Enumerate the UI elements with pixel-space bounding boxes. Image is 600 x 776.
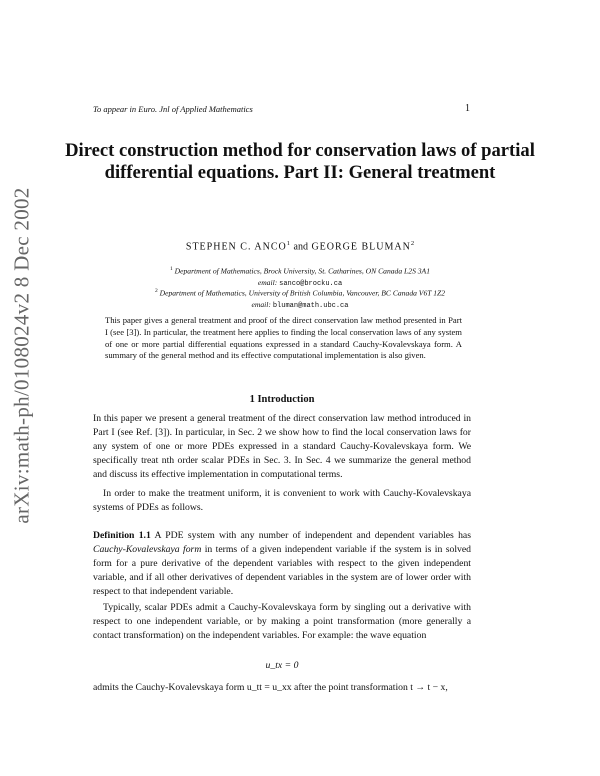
intro-paragraph-1: In this paper we present a general treatment of the direct conservation law method introduced in Part I (see Ref. [3]). In particular, in Sec. 2 we show how to find the local conservation laws for any system of one or more PDEs expressed in a standard Cauchy-Kovalevskaya form. We specifically treat nth order scalar PDEs in Sec. 3. In Sec. 4 we summarize the general method and discuss its effective implementation in computational terms. [93,413,471,480]
abstract: This paper gives a general treatment and proof of the direct conservation law method presented in Part I (see [3]). In particular, the treatment here applies to finding the local conservation laws of any system of one or more partial differential equations expressed in a standard Cauchy-Kovalevskaya form. A summary of the general method and its effective computational implementation is also given. [105,315,462,361]
author-anco: STEPHEN C. ANCO [185,241,287,253]
affiliation-1-sup: 1 [169,266,173,272]
definition-1-1 [93,529,471,599]
running-head: To appear in Euro. Jnl of Applied Mathematics [93,104,253,114]
definition-label: Definition 1.1 [93,530,151,541]
definition-text-a: A PDE system with any number of independent and dependent variables has [154,530,471,541]
affiliation-2-dept: Department of Mathematics, University of British Columbia, Vancouver, BC Canada V6T 1Z2 [159,288,446,298]
paragraph-3: Typically, scalar PDEs admit a Cauchy-Kovalevskaya form by singling out a derivative with respect to one independent variable, or by making a point transformation (more generally a contact transformation) on the independent variables. For example: the wave equation [93,602,471,641]
author-conjunction: and [293,241,308,253]
author-bluman-sup: 2 [410,240,415,247]
paragraph-4: admits the Cauchy-Kovalevskaya form u_tt = u_xx after the point transformation t → t − x, [93,682,448,693]
affiliation-2-email-label: email: [251,299,271,309]
affiliation-2-sup: 2 [154,288,158,294]
affiliation-2-email[interactable]: bluman@math.ubc.ca [272,301,349,310]
author-line [60,240,540,252]
wave-equation [93,660,471,671]
affiliation-1-dept: Department of Mathematics, Brock University, St. Catharines, ON Canada L2S 3A1 [174,266,430,276]
intro-paragraph-2: In order to make the treatment uniform, it is convenient to work with Cauchy-Kovalevskaya systems of PDEs as follows. [93,488,471,513]
wave-equation-text: u_tx = 0 [265,660,299,671]
affiliation-1-email[interactable]: sanco@brocku.ca [279,279,343,288]
definition-term: Cauchy-Kovalevskaya form [93,543,202,555]
paper-title: Direct construction method for conservation laws of partial differential equations. Part II: General treatment [65,140,535,183]
author-anco-sup: 1 [286,240,290,247]
affiliation-2 [60,286,540,312]
author-bluman: GEORGE BLUMAN [311,241,411,253]
affiliation-1-email-label: email: [257,277,278,287]
arxiv-stamp-text: arXiv:math-ph/0108024v2 8 Dec 2002 [9,186,34,524]
arxiv-stamp [7,186,37,524]
section-introduction-heading: 1 Introduction [249,394,315,405]
page-number: 1 [465,103,470,114]
definition-text-b: in terms of a given independent variable if the system is in solved form for a pure derivative of the dependent variables with respect to the given independent variable, and if all other derivatives of dependent variables in the system are of lower order with respect to that independent variable. [93,543,471,597]
